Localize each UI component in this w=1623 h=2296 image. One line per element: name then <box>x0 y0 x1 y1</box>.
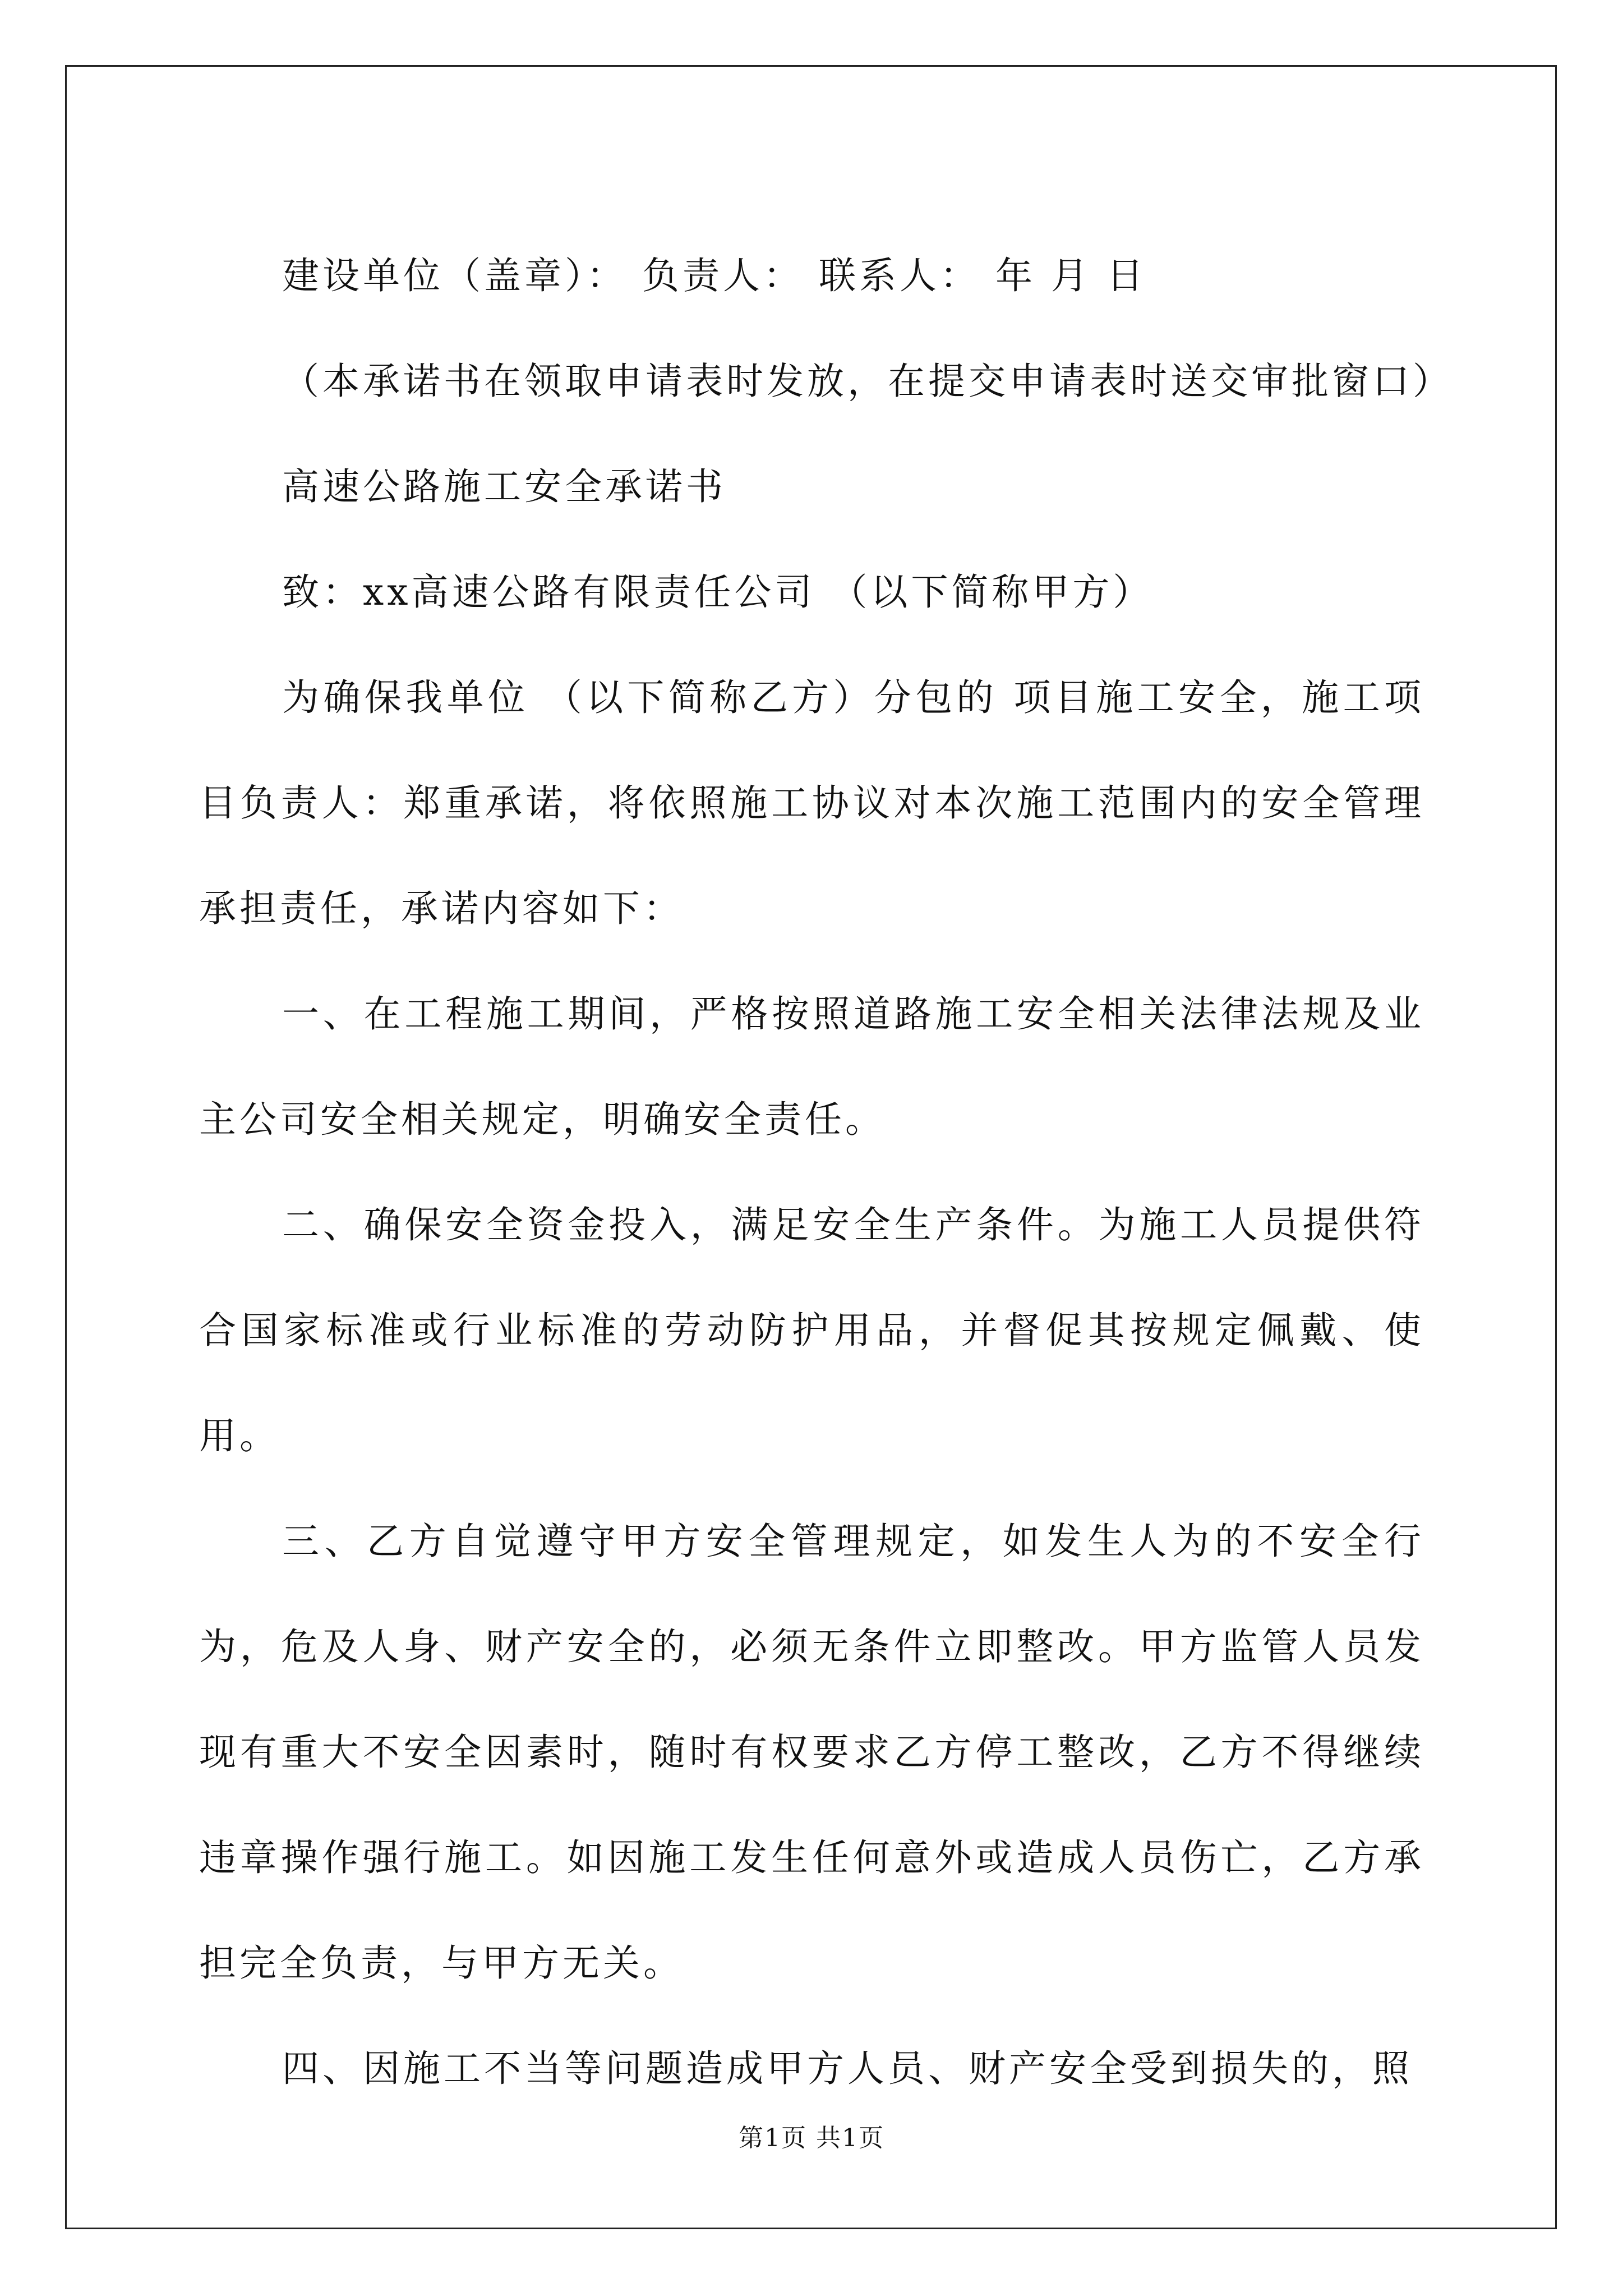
clause-two: 二、确保安全资金投入，满足安全生产条件。为施工人员提供符合国家标准或行业标准的劳动防护用品，并督促其按规定佩戴、使用。 <box>199 1203 1424 1457</box>
page-footer: 第1页 共1页 <box>739 2124 884 2152</box>
intro-paragraph: 为确保我单位 （以下简称乙方）分包的 项目施工安全，施工项目负责人：郑重承诺，将依照施工协议对本次施工范围内的安全管理承担责任，承诺内容如下： <box>199 676 1424 930</box>
clause-four: 四、因施工不当等问题造成甲方人员、财产安全受到损失的，照 <box>282 2047 1413 2090</box>
document-body <box>199 223 1453 2122</box>
distribution-note: （本承诺书在领取申请表时发放，在提交申请表时送交审批窗口） <box>282 360 1453 403</box>
clause-one: 一、在工程施工期间，严格按照道路施工安全相关法律法规及业主公司安全相关规定，明确安全责任。 <box>199 992 1424 1141</box>
signature-line: 建设单位（盖章）： 负责人： 联系人： 年 月 日 <box>282 254 1147 297</box>
document-title: 高速公路施工安全承诺书 <box>282 465 726 508</box>
addressee-line: 致：xx高速公路有限责任公司 （以下简称甲方） <box>282 570 1154 614</box>
clause-three: 三、乙方自觉遵守甲方安全管理规定，如发生人为的不安全行为，危及人身、财产安全的，必须无条件立即整改。甲方监管人员发现有重大不安全因素时，随时有权要求乙方停工整改，乙方不得继续违章操作强行施工。如因施工发生任何意外或造成人员伤亡，乙方承担完全负责，与甲方无关。 <box>199 1520 1424 1985</box>
